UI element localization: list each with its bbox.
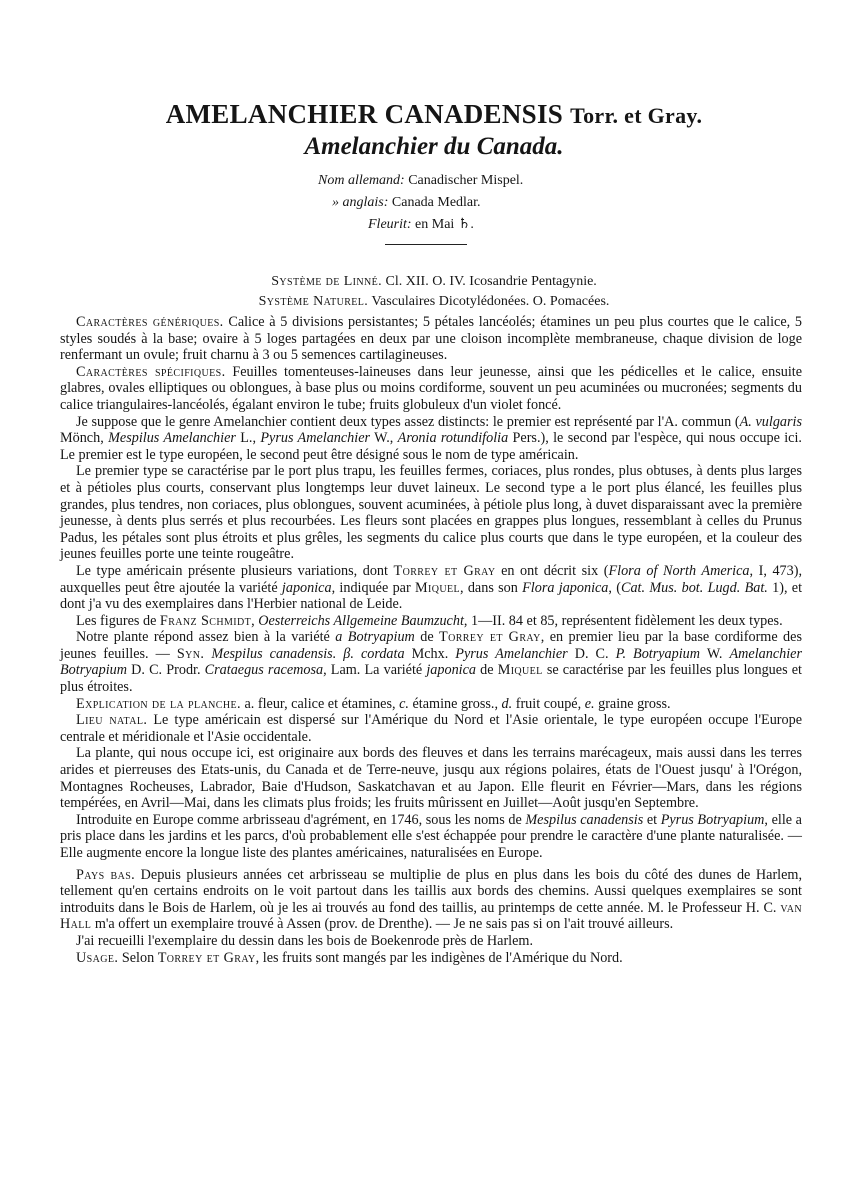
page-title: [0, 98, 868, 132]
label-explication: Explication de la planche.: [76, 695, 241, 712]
text-span: Introduite en Europe comme arbrisseau d'agrément, en 1746, sous les noms de: [76, 811, 526, 828]
paragraph-exemplaire: J'ai recueilli l'exemplaire du dessin dans les bois de Boekenrode près de Harlem.: [76, 932, 533, 949]
title-main: AMELANCHIER CANADENSIS: [165, 99, 564, 129]
text-span: Depuis plusieurs années cet arbrisseau se multiplie de plus en plus dans les bois du côté des dunes de Harlem, tellement qu'en certains endroits on le voit partout dans les taillis aux bords des chemins. Aussi quelques exemplaires se sont introduits dans le Bois de Harlem, où je les ai trouvés au fond des taillis, au printemps de cette année. M. le Professeur H. C.: [60, 866, 802, 916]
book-title: Oesterreichs Allgemeine Baumzucht: [258, 612, 464, 629]
text-span: 1), et dont j'a vu des exemplaires dans l'Herbier national de Leide.: [60, 579, 803, 613]
species-name: Amelanchier Botryapium: [60, 645, 802, 679]
text-span: de: [414, 629, 440, 646]
text-span: , indiquée par: [331, 579, 415, 596]
text-span: étamine gross.,: [408, 695, 502, 712]
systeme-linne-text: Cl. XII. O. IV. Icosandrie Pentagynie.: [385, 274, 597, 289]
species-name: Pyrus Botryapium: [660, 811, 765, 828]
body-text: [60, 314, 802, 966]
text-span: Je suppose que le genre Amelanchier contient deux types assez distincts: le premier est représenté par l'A. commun (: [76, 413, 740, 430]
text-span: Selon: [118, 949, 158, 966]
name-german-label: Nom allemand:: [318, 173, 405, 188]
figure-letter: d.: [501, 695, 513, 712]
book-title: Cat. Mus. bot. Lugd. Bat.: [620, 579, 768, 596]
author-name: Torrey et Gray: [157, 949, 256, 966]
paragraph-premier-type: Le premier type se caractérise par le port plus trapu, les feuilles fermes, coriaces, plus rondes, plus obtuses, à dents plus larges et à pétioles plus courts, conservant plus longtemps leur duvet laineux. Le second type a le port plus élancé, les feuilles plus grandes, plus tendres, non coriaces, plus oblongues, souvent acuminées, à pétiole plus long, à duvet disparaissant avec la première jeunesse, à dents plus serrés et plus recourbées. Les fleurs sont placées en grappes plus longues, ressemblant à celles du Prunus Padus, les pétales sont plus étroits et plus grêles, les segments du calice plus courts que dans le type européen, et la couleur des jeunes feuilles porte une teinte rougeâtre.: [60, 463, 802, 563]
book-title: Flora japonica: [522, 579, 609, 596]
name-english-value: Canada Medlar.: [391, 195, 481, 210]
text-span: en ont décrit six (: [495, 562, 609, 579]
paragraph-lieu-natal: [60, 712, 802, 745]
species-name: P. Botryapium: [615, 645, 701, 662]
text-span: L.,: [235, 430, 261, 447]
author-name: Franz Schmidt: [159, 612, 252, 629]
paragraph-origine: La plante, qui nous occupe ici, est originaire aux bords des fleuves et dans les terrains marécageux, mais aussi dans les terres arides et pierreuses des Etats-unis, du Canada et de Terre-neuve, jusqu aux régions polaires, états de l'Ouest jusqu' à l'Orégon, Montagnes Rocheuses, Labrador, Baie d'Hudson, Saskatchavan et au Japon. Elle fleurit en Février—Mars, dans les régions tempérées, en Avril—Mai, dans les climats plus froids; les fruits mûrissent en Juillet—Août jusqu'en Septembre.: [60, 745, 802, 812]
name-german-value: Canadischer Mispel.: [408, 173, 524, 188]
species-name: Mespilus canadensis. β. cordata: [211, 645, 405, 662]
text-span: se caractérise par les feuilles plus longues et plus étroites.: [60, 662, 802, 696]
text-span: Mchx.: [404, 645, 456, 662]
author-name: Miquel: [414, 579, 460, 596]
paragraph-figures: [60, 613, 802, 630]
figure-letter: c.: [399, 695, 409, 712]
variety-name: a Botryapium: [335, 629, 415, 646]
text-span: , I, 473), auxquelles peut être ajoutée la variété: [60, 562, 803, 596]
text-span: W.: [700, 645, 730, 662]
systeme-naturel-text: Vasculaires Dicotylédonées. O. Pomacées.: [371, 294, 610, 309]
systeme-naturel: [0, 292, 868, 312]
text-span: et: [643, 811, 661, 828]
systeme-linne: [0, 272, 868, 292]
paragraph-introduction: [60, 812, 802, 862]
species-name: Mespilus canadensis: [525, 811, 644, 828]
text-span: a. fleur, calice et étamines,: [240, 695, 400, 712]
flowering: [368, 214, 523, 236]
text-specifiques: Feuilles tomenteuses-laineuses dans leur jeunesse, ainsi que les pédicelles et le calice, ensuite glabres, ovales elliptiques ou oblongues, à base plus ou moins cordiforme, souvent un peu acuminées ou mucronées; segments du calice triangulaires-lancéolés, égalant environ le tube; fruits globuleux d'un violet foncé.: [60, 363, 802, 413]
text-span: Le type américain présente plusieurs variations, dont: [76, 562, 394, 579]
paragraph-generiques: [60, 314, 802, 364]
label-pays-bas: Pays bas.: [76, 866, 136, 883]
name-german: [318, 170, 523, 192]
text-span: Pers.), le second par l'espèce, qui nous occupe ici. Le premier est le type européen, le second peut être désigné sous le nom de type américain.: [60, 430, 802, 463]
paragraph-pays-bas: [60, 867, 802, 933]
text-span: m'a offert un exemplaire trouvé à Assen (prov. de Drenthe). — Je ne sais pas si on l'ait trouvé ailleurs.: [91, 916, 674, 933]
text-span: de: [476, 662, 498, 679]
name-english-label: » anglais:: [332, 195, 389, 210]
book-title: Flora of North America: [608, 562, 750, 579]
name-english: [332, 192, 523, 214]
paragraph-usage: [60, 950, 802, 967]
text-span: , 1—II. 84 et 85, représentent fidèlement les deux types.: [463, 612, 783, 629]
systeme-naturel-label: Système Naturel.: [258, 294, 369, 309]
text-span: Les figures de: [76, 612, 160, 629]
text-span: ,: [251, 612, 259, 629]
author-name: Miquel: [497, 662, 543, 679]
species-name: Pyrus Amelanchier: [260, 430, 371, 447]
species-name: Pyrus Amelanchier: [455, 645, 568, 662]
text-span: graine gross.: [594, 695, 671, 712]
text-span: Notre plante répond assez bien à la variété: [76, 629, 336, 646]
label-generiques: Caractères génériques.: [76, 314, 224, 330]
common-names-block: [318, 170, 523, 236]
species-name: Aronia rotundifolia: [397, 430, 509, 447]
divider: [385, 244, 467, 245]
species-name: Mespilus Amelanchier: [108, 430, 236, 447]
label-specifiques: Caractères spécifiques.: [76, 363, 226, 380]
text-span: W.,: [370, 430, 398, 447]
variety-name: japonica: [426, 662, 476, 679]
author-name: Torrey et Gray: [393, 562, 496, 579]
variety-name: japonica: [281, 579, 332, 596]
paragraph-types: [60, 414, 802, 464]
author-name: Torrey et Gray: [439, 629, 541, 646]
flowering-value: en Mai ♄.: [415, 217, 474, 232]
text-span: D. C. Prodr.: [127, 662, 205, 679]
paragraph-specifiques: [60, 364, 802, 414]
paragraph-synonymes: [60, 629, 802, 695]
text-span: Mönch,: [60, 430, 109, 447]
paragraph-variations: [60, 563, 802, 613]
label-lieu-natal: Lieu natal.: [76, 712, 148, 729]
syn-label: Syn.: [176, 645, 205, 662]
text-span: , Lam. La variété: [323, 662, 427, 679]
text-span: , dans son: [460, 579, 523, 596]
species-name: A. vulgaris: [739, 413, 802, 430]
title-authors: Torr. et Gray.: [570, 103, 703, 128]
text-span: D. C.: [567, 645, 616, 662]
species-name: Crataegus racemosa: [204, 662, 324, 679]
paragraph-explication: [60, 696, 802, 713]
label-usage: Usage.: [76, 949, 119, 966]
systeme-linne-label: Système de Linné.: [271, 274, 383, 289]
page-subtitle: Amelanchier du Canada.: [304, 133, 564, 160]
text-generiques: Calice à 5 divisions persistantes; 5 pétales lancéolés; étamines un peu plus courtes que le calice, 5 styles soudés à la base; ovaire à 5 loges partagées en deux par une cloison incomplète membraneuse, chaque division de loge renfermant un ovule; fruit charnu à 3 ou 5 semences cartilagineuses.: [60, 314, 803, 364]
text-span: , en premier lieu par la base cordiforme des jeunes feuilles. —: [60, 629, 802, 662]
figure-letter: e.: [584, 695, 595, 712]
text-span: , (: [608, 579, 621, 596]
author-name: van Hall: [60, 899, 802, 933]
text-lieu-natal: Le type américain est dispersé sur l'Amérique du Nord et l'Asie orientale, le type européen occupe l'Europe centrale et méridionale et l'Asie occidentale.: [60, 712, 802, 745]
text-span: , les fruits sont mangés par les indigènes de l'Amérique du Nord.: [255, 949, 623, 966]
flowering-label: Fleurit:: [368, 217, 412, 232]
text-span: fruit coupé,: [512, 695, 585, 712]
text-span: , elle a pris place dans les jardins et les parcs, d'où probablement elle s'est échappée pour prendre le caractère d'une plante naturalisée. — Elle augmente encore la longue liste des plantes américaines, naturalisées en Europe.: [60, 811, 802, 861]
